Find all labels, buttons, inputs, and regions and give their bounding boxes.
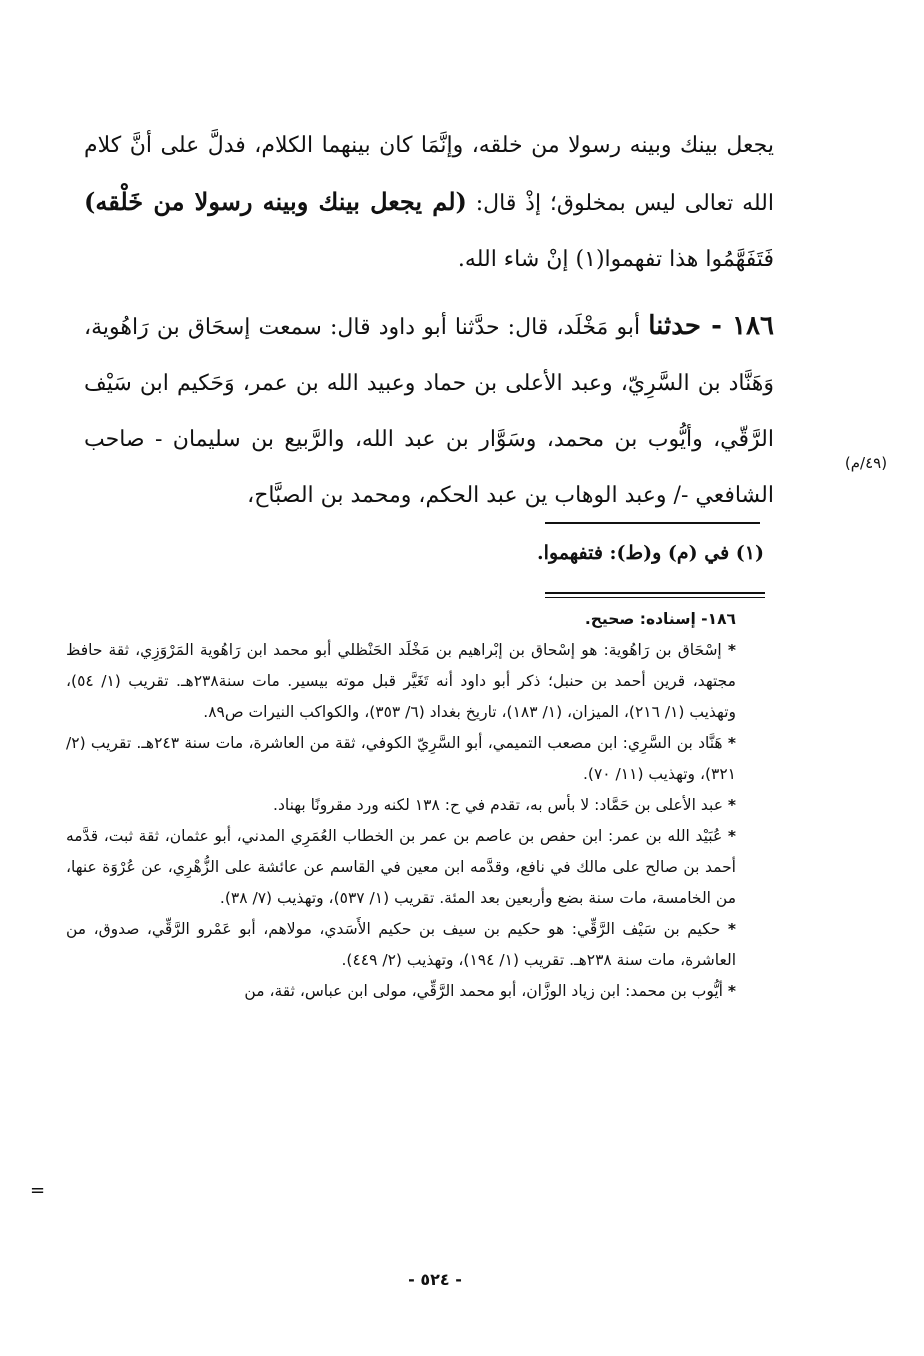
main-paragraph-1	[84, 118, 774, 288]
star-bullet: *	[727, 827, 736, 845]
note-text: أيُّوب بن محمد: ابن زياد الوزَّان، أبو محمد الرَّقِّي، مولى ابن عباس، ثقة، من	[244, 982, 723, 1000]
main-paragraph-2	[84, 298, 774, 524]
hadith-number: ١٨٦ - حدثنا	[648, 311, 774, 341]
note-text: عبد الأعلى بن حَمَّاد: لا بأس به، تقدم في ح: ١٣٨ لكنه ورد مقرونًا بهناد.	[273, 796, 723, 814]
note-text: حكيم بن سَيْف الرَّقِّي: هو حكيم بن سيف بن حكيم الأَسَدي، مولاهم، أبو عَمْرو الرَّقِّي، صدوق، من العاشرة، مات سنة ٢٣٨هـ. تقريب (١/ ١٩٤)، وتهذيب (٢/ ٤٤٩).	[66, 920, 736, 969]
note-entry	[66, 821, 736, 914]
note-entry	[66, 790, 736, 821]
note-text: إسْحَاق بن رَاهُوية: هو إسْحاق بن إبْراهيم بن مَخْلَد الحَنْظلي أبو محمد ابن رَاهُوية المَرْوَزِي، ثقة حافظ مجتهد، قرين أحمد بن حنبل؛ ذكر أبو داود أنه تَغَيَّر قبل موته بيسير. مات سنة٢٣٨هـ. تقريب (١/ ٥٤)، وتهذيب (١/ ٢١٦)، الميزان، (١/ ١٨٣)، تاريخ بغداد (٦/ ٣٥٣)، والكواكب النيرات ص٨٩.	[66, 641, 736, 721]
notes-title: ١٨٦- إسناده: صحيح.	[584, 610, 736, 628]
page-number: - ٥٢٤ -	[408, 1270, 462, 1289]
star-bullet: *	[727, 982, 736, 1000]
isnad-notes	[66, 604, 736, 1007]
note-text: عُبَيْد الله بن عمر: ابن حفص بن عاصم بن عمر بن الخطاب العُمَرِي المدني، أبو عثمان، ثقة ثبت، قدَّمه أحمد بن صالح على مالك في نافع، وقدَّمه ابن معين في القاسم عن عائشة على الزُّهْرِي، عن عُرْوَة عنها، من الخامسة، مات سنة بضع وأربعين بعد المئة. تقريب (١/ ٥٣٧)، وتهذيب (٧/ ٣٨).	[66, 827, 736, 907]
footnote: (١) في (م) و(ط): فتفهموا.	[537, 542, 764, 564]
star-bullet: *	[727, 796, 736, 814]
star-bullet: *	[727, 641, 736, 659]
continuation-mark: =	[30, 1180, 46, 1201]
note-entry	[66, 635, 736, 728]
note-entry	[66, 728, 736, 790]
para1-end: فَتَفَهَّمُوا هذا تفهموا(١) إنْ شاء الله.	[457, 247, 774, 272]
star-bullet: *	[727, 734, 736, 752]
main-text	[84, 118, 774, 524]
star-bullet: *	[727, 920, 736, 938]
note-text: هَنَّاد بن السَّرِي: ابن مصعب التميمي، أبو السَّرِيّ الكوفي، ثقة من العاشرة، مات سنة ٢٤٣هـ. تقريب (٢/ ٣٢١)، وتهذيب (١١/ ٧٠).	[66, 734, 736, 783]
notes-separator-top	[545, 592, 765, 594]
quranic-quote: (لم يجعل بينك وبينه رسولا من خَلْقه)	[84, 187, 467, 216]
para1-text: يجعل بينك وبينه رسولا من خلقه، وإنَّمَا كان بينهما الكلام، فدلَّ على أنَّ كلام الله تعالى ليس بمخلوق؛ إذْ قال:	[84, 133, 774, 216]
margin-manuscript-ref: (٤٩/م)	[844, 454, 888, 472]
note-entry	[66, 976, 736, 1007]
footnote-separator	[545, 522, 760, 524]
para2-text: أبو مَخْلَد، قال: حدَّثنا أبو داود قال: سمعت إسحَاق بن رَاهُوية، وَهَنَّاد بن السَّرِيّ، وعبد الأعلى بن حماد وعبيد الله بن عمر، وَحَكيم ابن سَيْف الرَّقّي، وأيُّوب بن محمد، وسَوَّار بن عبد الله، والرَّبيع بن سليمان - صاحب الشافعي -/ وعبد الوهاب ين عبد الحكم، ومحمد بن الصبَّاح،	[84, 315, 774, 508]
notes-separator-bottom	[545, 597, 765, 598]
note-entry	[66, 914, 736, 976]
